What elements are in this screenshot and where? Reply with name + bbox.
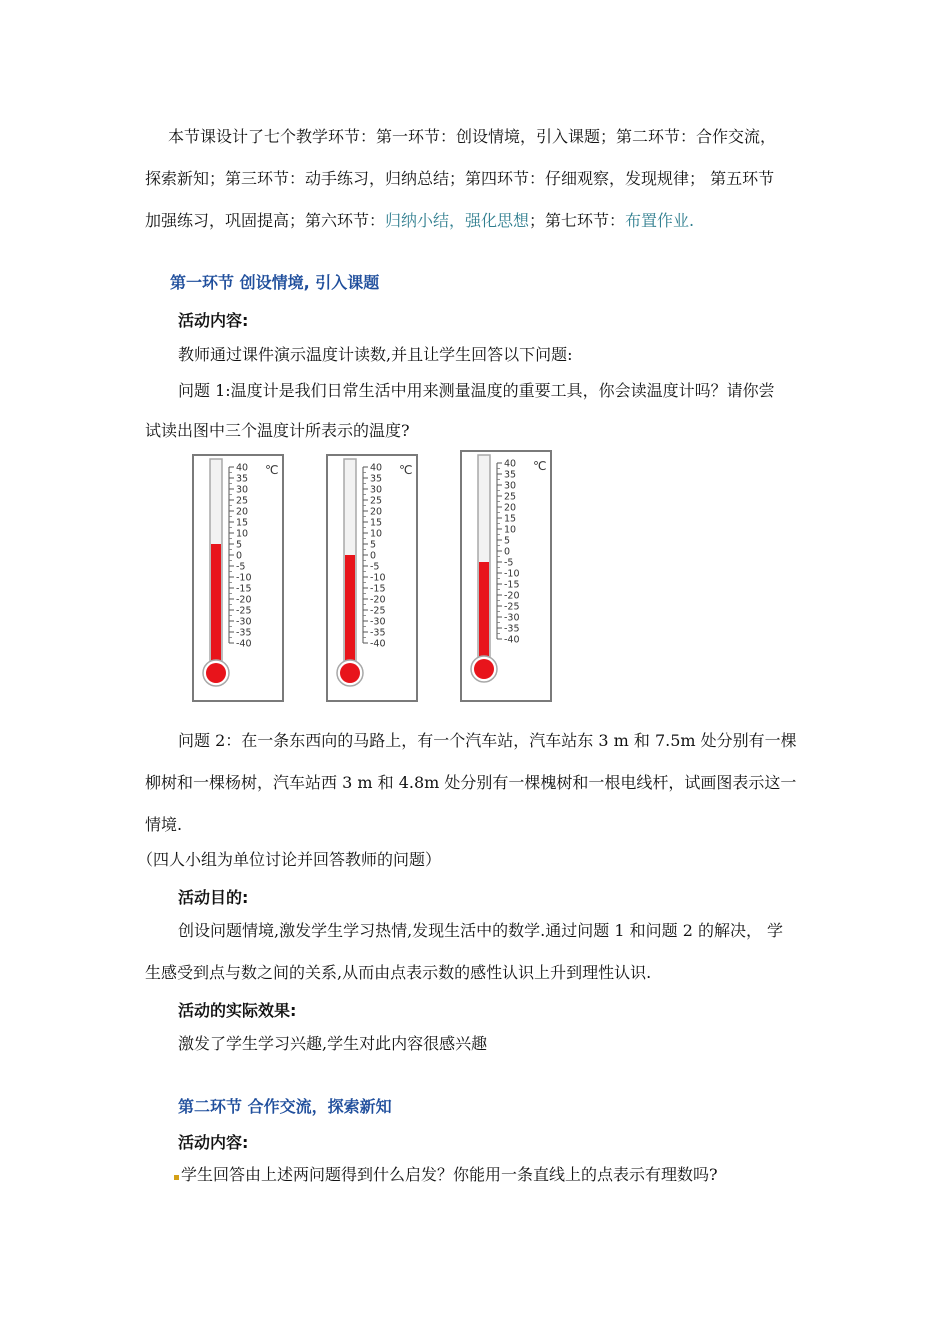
mercury-column: [479, 562, 489, 669]
effect-label: 活动的实际效果:: [178, 1001, 297, 1020]
tick-label: -35: [236, 627, 252, 639]
tick-label: 15: [504, 513, 517, 525]
thermometer-3: [461, 451, 551, 701]
intro-line-3-part-c: ；第七环节：: [529, 211, 626, 230]
mercury-column: [211, 544, 221, 673]
tick-label: -40: [504, 634, 520, 646]
question-1-line-1: 问题 1:温度计是我们日常生活中用来测量温度的重要工具，你会读温度计吗？请你尝: [178, 381, 775, 400]
intro-line-3: [145, 208, 694, 231]
tick-label: 20: [504, 502, 517, 514]
tick-label: -25: [236, 605, 252, 617]
tick-label: -15: [504, 579, 520, 591]
tick-label: -20: [236, 594, 252, 606]
tick-label: 35: [504, 469, 517, 481]
mercury-bulb: [474, 659, 494, 679]
question-2-line-3: 情境.: [145, 815, 183, 834]
section-1-activity-content-label: 活动内容:: [178, 311, 249, 330]
intro-line-1: 本节课设计了七个教学环节：第一环节：创设情境，引入课题；第二环节：合作交流，: [168, 127, 777, 146]
section-1-intro-text: 教师通过课件演示温度计读数,并且让学生回答以下问题:: [178, 345, 573, 364]
tick-label: -10: [504, 568, 520, 580]
unit-label: ℃: [399, 463, 413, 477]
tick-label: 10: [236, 528, 249, 540]
tick-label: 25: [236, 495, 249, 507]
tick-label: 20: [236, 506, 249, 518]
tick-label: -25: [370, 605, 386, 617]
tick-label: 0: [504, 546, 511, 558]
mercury-bulb: [340, 663, 360, 683]
tick-label: 10: [370, 528, 383, 540]
tick-label: 30: [504, 480, 517, 492]
intro-line-3-part-d: 布置作业.: [625, 211, 695, 230]
section-2-text-content: 学生回答由上述两问题得到什么启发？你能用一条直线上的点表示有理数吗?: [181, 1165, 718, 1184]
section-1-heading: 第一环节 创设情境, 引入课题: [170, 273, 380, 292]
purpose-label: 活动目的:: [178, 888, 249, 907]
tick-label: -40: [236, 638, 252, 650]
tick-label: 40: [504, 458, 517, 470]
tick-label: 35: [370, 473, 383, 485]
tick-label: -35: [504, 623, 520, 635]
thermometer-1: [193, 455, 283, 701]
tick-label: -30: [236, 616, 252, 628]
tick-label: 30: [236, 484, 249, 496]
tick-label: -20: [504, 590, 520, 602]
bullet-marker: [174, 1175, 179, 1180]
tick-label: -25: [504, 601, 520, 613]
tick-label: 40: [370, 462, 383, 474]
tick-label: 30: [370, 484, 383, 496]
tick-label: 40: [236, 462, 249, 474]
tick-label: 10: [504, 524, 517, 536]
tick-label: 0: [236, 550, 243, 562]
tick-label: 15: [370, 517, 383, 529]
tick-label: 15: [236, 517, 249, 529]
tick-label: 35: [236, 473, 249, 485]
tick-label: -5: [504, 557, 514, 569]
tick-label: -40: [370, 638, 386, 650]
thermometers-svg: [0, 445, 950, 725]
section-2-heading: 第二环节 合作交流，探索新知: [178, 1097, 392, 1116]
tick-label: 5: [236, 539, 243, 551]
thermometer-2: [327, 455, 417, 701]
tick-label: 5: [370, 539, 377, 551]
tick-label: -5: [236, 561, 246, 573]
tick-label: -30: [370, 616, 386, 628]
intro-line-3-part-a: 加强练习，巩固提高；第六环节：: [145, 211, 386, 230]
tick-label: -5: [370, 561, 380, 573]
tick-label: -10: [370, 572, 386, 584]
tick-label: -15: [370, 583, 386, 595]
tick-label: 0: [370, 550, 377, 562]
tick-label: 25: [370, 495, 383, 507]
tick-label: 5: [504, 535, 511, 547]
tick-label: -15: [236, 583, 252, 595]
section-2-activity-content-label: 活动内容:: [178, 1133, 249, 1152]
effect-text: 激发了学生学习兴趣,学生对此内容很感兴趣: [178, 1034, 488, 1053]
question-1-line-2: 试读出图中三个温度计所表示的温度?: [145, 421, 410, 440]
section-2-text: [174, 1162, 718, 1185]
group-note: （四人小组为单位讨论并回答教师的问题）: [137, 850, 442, 869]
purpose-line-1: 创设问题情境,激发学生学习热情,发现生活中的数学.通过问题 1 和问题 2 的解决， 学: [178, 921, 784, 940]
mercury-column: [345, 555, 355, 673]
intro-line-3-part-b: 归纳小结，强化思想: [385, 211, 530, 230]
question-2-line-1: 问题 2：在一条东西向的马路上，有一个汽车站，汽车站东 3 m 和 7.5m 处分别有一棵: [178, 731, 797, 750]
tick-label: -10: [236, 572, 252, 584]
mercury-bulb: [206, 663, 226, 683]
tick-label: -30: [504, 612, 520, 624]
tick-label: 25: [504, 491, 517, 503]
tick-label: 20: [370, 506, 383, 518]
purpose-line-2: 生感受到点与数之间的关系,从而由点表示数的感性认识上升到理性认识.: [145, 963, 652, 982]
unit-label: ℃: [533, 459, 547, 473]
tick-label: -20: [370, 594, 386, 606]
tick-label: -35: [370, 627, 386, 639]
unit-label: ℃: [265, 463, 279, 477]
question-2-line-2: 柳树和一棵杨树，汽车站西 3 m 和 4.8m 处分别有一棵槐树和一根电线杆，试画图表示这一: [145, 773, 797, 792]
intro-line-2: 探索新知；第三环节：动手练习，归纳总结；第四环节：仔细观察，发现规律； 第五环节: [145, 169, 775, 188]
